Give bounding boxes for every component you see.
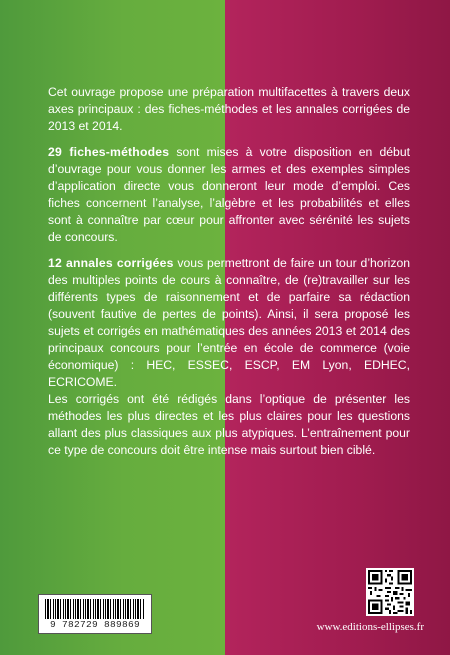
isbn-barcode (38, 594, 152, 634)
fiches-text: sont mises à votre disposition en début d’ouvrage pour vous donner les armes et des exemples simples d’application directe vous donneront leur mode d’emploi. Ces fiches concernent l’analyse, l’algèbre et les probabilités et elles sont à connaître par cœur pour affronter avec sérénité les sujets de concours. (48, 145, 410, 244)
annales-text: vous permettront de faire un tour d’horizon des multiples points de cours à connaître, de (re)travailler sur les différents types de raisonnement et de parfaire sa rédaction (souvent fautive de pertes de points). Ainsi, il sera proposé les sujets et corrigés en mathématiques des années 2013 et 2014 des principaux concours pour l’entrée en école de commerce (voie économique) : HEC, ESSEC, ESCP, EM Lyon, EDHEC, ECRICOME. (48, 256, 410, 389)
barcode-bars (45, 599, 145, 619)
publisher-website: www.editions-ellipses.fr (316, 621, 424, 633)
barcode-digits: 9 782729 889869 (49, 619, 140, 630)
annales-paragraph (48, 255, 410, 391)
fiches-highlight: 29 fiches-méthodes (48, 145, 170, 159)
annales-highlight: 12 annales corrigées (48, 256, 174, 270)
corriges-paragraph: Les corrigés ont été rédigés dans l’optique de présenter les méthodes les plus directes et les plus claires pour les questions allant des plus classiques aux plus atypiques. L’entraînement pour ce type de concours doit être intense mais surtout bien ciblé. (48, 392, 410, 457)
qr-code-icon (366, 568, 414, 616)
back-cover-text (48, 84, 410, 468)
intro-paragraph: Cet ouvrage propose une préparation multifacettes à travers deux axes principaux : des fiches-méthodes et les annales corrigées de 2013 et 2014. (48, 85, 410, 133)
fiches-paragraph (48, 144, 410, 246)
